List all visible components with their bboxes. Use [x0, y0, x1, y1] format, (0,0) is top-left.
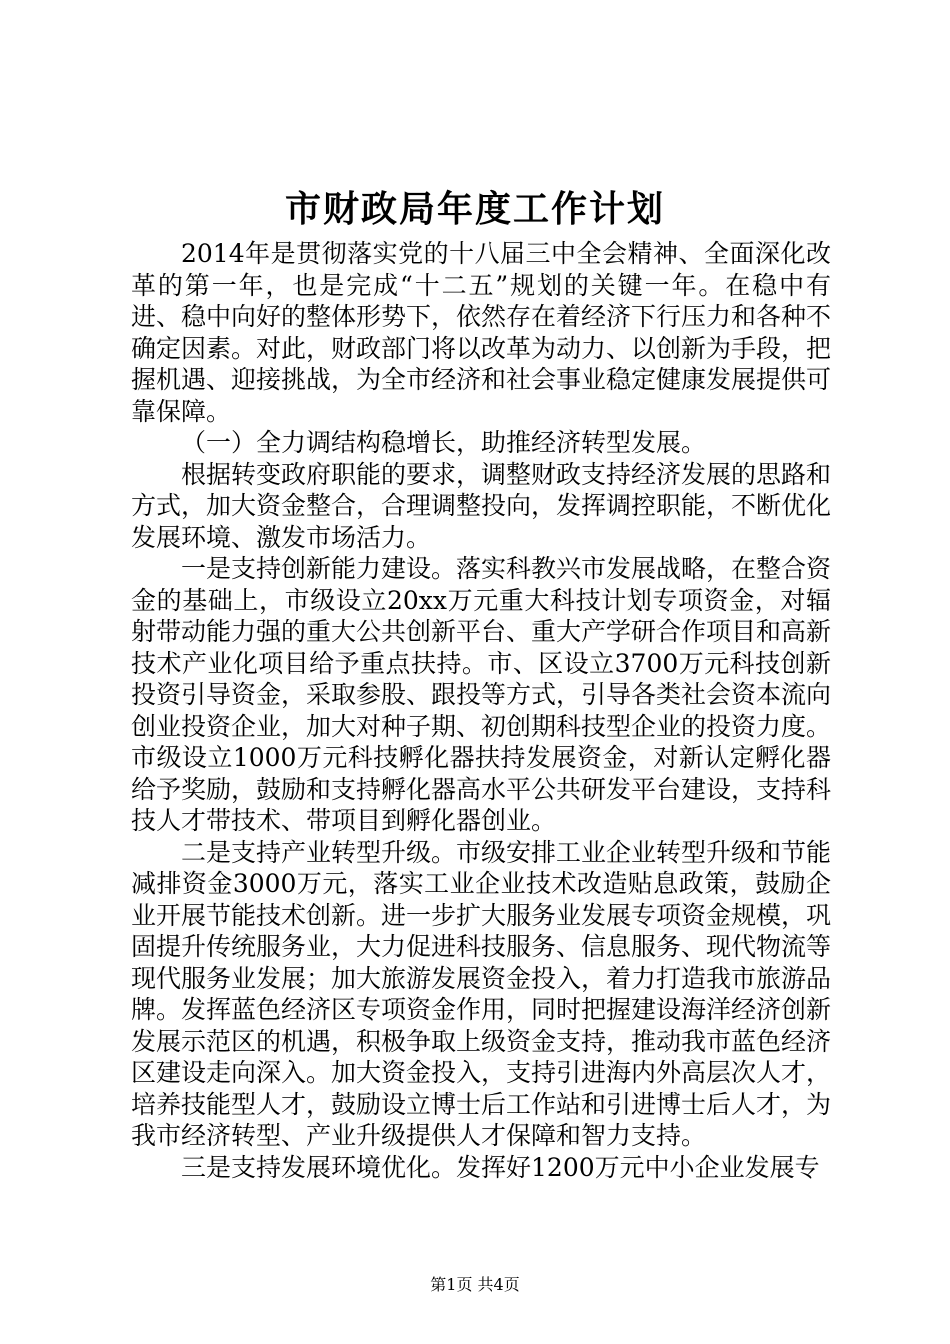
paragraph-overview: 根据转变政府职能的要求，调整财政支持经济发展的思路和方式，加大资金整合，合理调整投向，发挥调控职能，不断优化发展环境、激发市场活力。	[131, 459, 832, 552]
paragraph-intro: 2014年是贯彻落实党的十八届三中全会精神、全面深化改革的第一年，也是完成“十二五”规划的关键一年。在稳中有进、稳中向好的整体形势下，依然存在着经济下行压力和各种不确定因素。对此，财政部门将以改革为动力、以创新为手段，把握机遇、迎接挑战，为全市经济和社会事业稳定健康发展提供可靠保障。	[131, 239, 832, 426]
paragraph-industry: 二是支持产业转型升级。市级安排工业企业转型升级和节能减排资金3000万元，落实工业企业技术改造贴息政策，鼓励企业开展节能技术创新。进一步扩大服务业发展专项资金规模，巩固提升传统服务业，大力促进科技服务、信息服务、现代物流等现代服务业发展；加大旅游发展资金投入，着力打造我市旅游品牌。发挥蓝色经济区专项资金作用，同时把握建设海洋经济创新发展示范区的机遇，积极争取上级资金支持，推动我市蓝色经济区建设走向深入。加大资金投入，支持引进海内外高层次人才，培养技能型人才，鼓励设立博士后工作站和引进博士后人才，为我市经济转型、产业升级提供人才保障和智力支持。	[131, 837, 832, 1150]
document-body	[131, 238, 831, 1183]
paragraph-innovation: 一是支持创新能力建设。落实科教兴市发展战略，在整合资金的基础上，市级设立20xx万元重大科技计划专项资金，对辐射带动能力强的重大公共创新平台、重大产学研合作项目和高新技术产业化项目给予重点扶持。市、区设立3700万元科技创新投资引导资金，采取参股、跟投等方式，引导各类社会资本流向创业投资企业，加大对种子期、初创期科技型企业的投资力度。市级设立1000万元科技孵化器扶持发展资金，对新认定孵化器给予奖励，鼓励和支持孵化器高水平公共研发平台建设，支持科技人才带技术、带项目到孵化器创业。	[131, 554, 832, 835]
section-heading: （一）全力调结构稳增长，助推经济转型发展。	[181, 428, 707, 457]
page-footer: 第1页 共4页	[430, 1275, 520, 1294]
document-title: 市财政局年度工作计划	[284, 188, 665, 230]
paragraph-environment: 三是支持发展环境优化。发挥好1200万元中小企业发展专	[181, 1152, 820, 1182]
